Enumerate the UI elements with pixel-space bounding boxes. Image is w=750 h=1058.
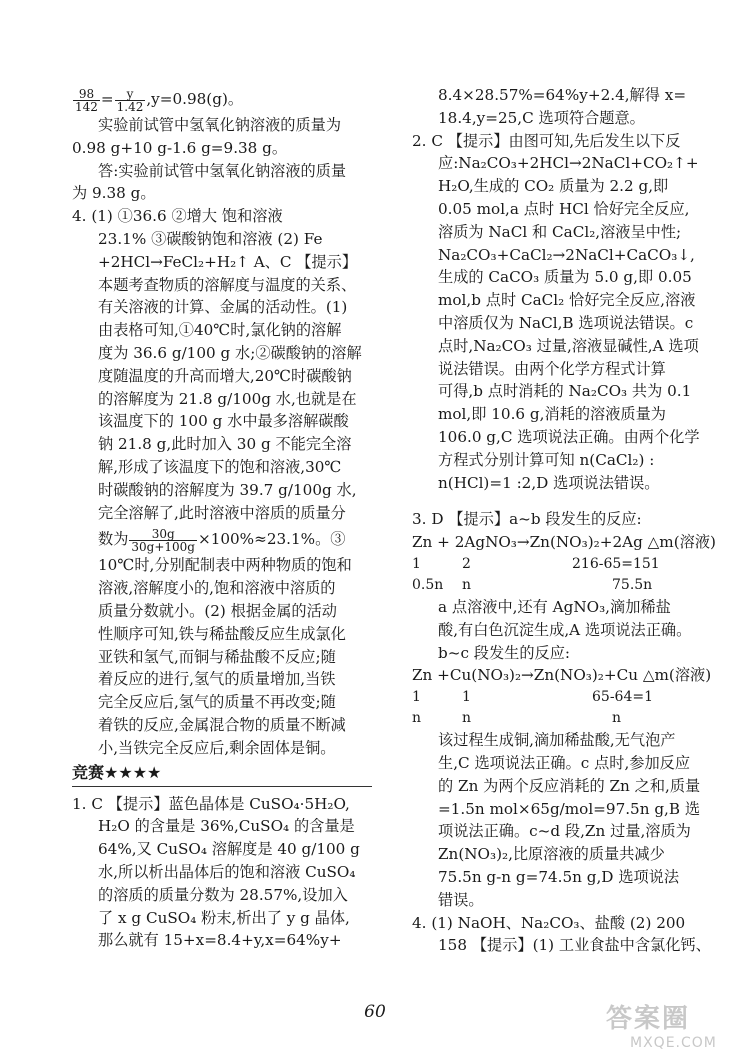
answer-4 <box>72 205 372 759</box>
fraction-denominator: 142 <box>75 99 98 114</box>
equation-coefficients <box>412 554 682 575</box>
text-line: mol,即 10.6 g,消耗的溶液质量为 <box>438 405 666 424</box>
text-line: 0.05 mol,a 点时 HCl 恰好完全反应, <box>438 199 690 218</box>
amount: n <box>612 710 622 727</box>
text-line: 3. D 【提示】a~b 段发生的反应: <box>412 510 642 529</box>
text-line: H₂O 的含量是 36%,CuSO₄ 的含量是 <box>98 817 355 836</box>
text-line: 亚铁和氢气,而铜与稀盐酸不反应;随 <box>98 647 336 666</box>
text-line: +2HCl→FeCl₂+H₂↑ A、C 【提示】 <box>98 252 358 271</box>
equation-line: Zn +Cu(NO₃)₂→Zn(NO₃)₂+Cu △m(溶液) <box>412 666 712 685</box>
text-line: 本题考查物质的溶解度与温度的关系、 <box>98 275 357 294</box>
text-line: 溶液,溶解度小的,饱和溶液中溶质的 <box>98 579 336 598</box>
text-line: 水,所以析出晶体后的饱和溶液 CuSO₄ <box>98 862 356 881</box>
text-line: 18.4,y=25,C 选项符合题意。 <box>438 108 645 127</box>
coefficient: 1 <box>412 689 421 706</box>
fraction-denominator: 30g+100g <box>131 539 195 554</box>
text-line: 错误。 <box>438 890 484 909</box>
text-line: b~c 段发生的反应: <box>438 643 571 662</box>
text-line: 的 Zn 为两个反应消耗的 Zn 之和,质量 <box>438 776 701 795</box>
coefficient: 1 <box>412 555 421 572</box>
text-line: =1.5n mol×65g/mol=97.5n g,B 选 <box>438 799 701 818</box>
fraction-numerator: y <box>115 88 146 101</box>
amount: n <box>412 710 422 727</box>
text-line: 23.1% ③碳酸钠饱和溶液 (2) Fe <box>98 229 323 248</box>
text-line: 生,C 选项说法正确。c 点时,参加反应 <box>438 753 691 772</box>
page-number: 60 <box>364 1002 386 1022</box>
equation-amounts <box>412 575 682 596</box>
text-line: 该过程生成铜,滴加稀盐酸,无气泡产 <box>438 731 676 750</box>
text-line: 8.4×28.57%=64%y+2.4,解得 x= <box>438 86 687 104</box>
text-line: 应:Na₂CO₃+2HCl→2NaCl+CO₂↑+ <box>438 154 699 173</box>
fraction <box>129 528 197 553</box>
text-line: 158 【提示】(1) 工业食盐中含氯化钙、 <box>438 936 711 955</box>
section-heading: 竞赛★★★★ <box>72 760 372 787</box>
coefficient: 216-65=151 <box>572 555 660 572</box>
text-line: 的溶质的质量分数为 28.57%,设加入 <box>98 885 348 904</box>
coefficient: 2 <box>462 555 471 572</box>
text-line: 为 9.38 g。 <box>72 184 156 203</box>
text-line: H₂O,生成的 CO₂ 质量为 2.2 g,即 <box>438 177 669 196</box>
text-line: 完全溶解了,此时溶液中溶质的质量分 <box>98 503 346 522</box>
text-line: 10℃时,分别配制表中两种物质的饱和 <box>98 556 352 575</box>
equation-coefficients <box>412 687 682 708</box>
text-line: 酸,有白色沉淀生成,A 选项说法正确。 <box>438 620 692 639</box>
text-line: 64%,又 CuSO₄ 溶解度是 40 g/100 g <box>98 840 360 859</box>
text-line: 质量分数就小。(2) 根据金属的活动 <box>98 601 337 620</box>
equation-line: Zn + 2AgNO₃→Zn(NO₃)₂+2Ag △m(溶液) <box>412 533 716 552</box>
amount: n <box>462 576 472 593</box>
amount: 75.5n <box>612 576 653 593</box>
text-line: 着铁的反应,金属混合物的质量不断减 <box>98 715 346 734</box>
text-run: 数为 <box>98 530 129 549</box>
text-line: mol,b 点时 CaCl₂ 恰好完全反应,溶液 <box>438 291 696 310</box>
text-line: 完全反应后,氢气的质量不再改变;随 <box>98 693 336 712</box>
text-line: 解,形成了该温度下的饱和溶液,30℃ <box>98 457 342 476</box>
text-line: n(HCl)=1 :2,D 选项说法错误。 <box>438 473 660 492</box>
text-line: 由表格可知,①40℃时,氯化钠的溶解 <box>98 321 342 340</box>
text-line: 度随温度的升高而增大,20℃时碳酸钠 <box>98 366 352 385</box>
text-run: ,y=0.98(g)。 <box>146 90 244 108</box>
watermark-text: 答案圈 <box>606 1004 691 1034</box>
text-line: 有关溶液的计算、金属的活动性。(1) <box>98 298 348 317</box>
text-line: Na₂CO₃+CaCl₂→2NaCl+CaCO₃↓, <box>438 245 695 264</box>
fraction-numerator: 30g <box>129 528 197 541</box>
fraction-numerator: 98 <box>73 88 100 101</box>
text-line: 答:实验前试管中氢氧化钠溶液的质量 <box>98 161 347 180</box>
watermark-url: MXQE.COM <box>630 1035 717 1051</box>
text-line: 106.0 g,C 选项说法正确。由两个化学 <box>438 427 700 446</box>
fraction-line: $\frac{98}{142}$ = $\frac{y}{1.42}$ ,y=0.98(g)。 <box>75 86 244 114</box>
text-line: 度为 36.6 g/100 g 水;②碳酸钠的溶解 <box>98 343 362 362</box>
coefficient: 65-64=1 <box>592 689 653 706</box>
text-line: 钠 21.8 g,此时加入 30 g 不能完全溶 <box>98 435 352 454</box>
text-line: 说法错误。由两个化学方程式计算 <box>438 359 666 378</box>
text-line: 4. (1) ①36.6 ②增大 饱和溶液 <box>72 207 283 226</box>
text-line: 的溶解度为 21.8 g/100g 水,也就是在 <box>98 389 357 408</box>
text-line: 中溶质仅为 NaCl,B 选项说法错误。c <box>438 313 694 332</box>
text-line: 2. C 【提示】由图可知,先后发生以下反 <box>412 131 681 150</box>
fraction <box>73 88 100 113</box>
text-line: 了 x g CuSO₄ 粉末,析出了 y g 晶体, <box>98 908 350 927</box>
fraction-denominator: 1.42 <box>116 99 144 114</box>
answer-4-right <box>412 912 711 958</box>
text-line: 溶质为 NaCl 和 CaCl₂,溶液呈中性; <box>438 222 682 241</box>
fraction-line <box>72 524 372 554</box>
text-line: 方程式分别计算可知 n(CaCl₂) : <box>438 450 655 469</box>
text-line: 实验前试管中氢氧化钠溶液的质量为 <box>98 116 341 134</box>
equation-amounts <box>412 708 682 729</box>
text-line: 性顺序可知,铁与稀盐酸反应生成氯化 <box>98 624 346 643</box>
text-line: 1. C 【提示】蓝色晶体是 CuSO₄·5H₂O, <box>72 794 350 813</box>
text-line: 4. (1) NaOH、Na₂CO₃、盐酸 (2) 200 <box>412 913 686 932</box>
text-line: a 点溶液中,还有 AgNO₃,滴加稀盐 <box>438 597 671 616</box>
text-line: 项说法正确。c~d 段,Zn 过量,溶质为 <box>438 822 691 841</box>
text-line: 该温度下的 100 g 水中最多溶解碳酸 <box>98 412 349 431</box>
right-column <box>412 84 716 957</box>
amount: 0.5n <box>412 576 444 593</box>
text-line: 着反应的进行,氢气的质量增加,当铁 <box>98 670 336 689</box>
spacer <box>412 494 682 508</box>
text-line: 点时,Na₂CO₃ 过量,溶液显碱性,A 选项 <box>438 336 699 355</box>
watermark-logo <box>606 998 746 1054</box>
left-column <box>72 84 372 952</box>
text-line: Zn(NO₃)₂,比原溶液的质量共减少 <box>438 845 665 864</box>
text-line: 生成的 CaCO₃ 质量为 5.0 g,即 0.05 <box>438 268 692 287</box>
text-line: 小,当铁完全反应后,剩余固体是铜。 <box>98 738 336 757</box>
text-line: 那么就有 15+x=8.4+y,x=64%y+ <box>98 931 342 950</box>
coefficient: 1 <box>462 689 471 706</box>
text-line: 可得,b 点时消耗的 Na₂CO₃ 共为 0.1 <box>438 382 692 401</box>
fraction <box>115 88 146 113</box>
text-run: ×100%≈23.1%。③ <box>197 530 346 549</box>
amount: n <box>462 710 472 727</box>
text-line: 0.98 g+10 g-1.6 g=9.38 g。 <box>72 138 288 157</box>
text-line: 时碳酸钠的溶解度为 39.7 g/100g 水, <box>98 480 357 499</box>
text-line: 75.5n g-n g=74.5n g,D 选项说法 <box>438 867 680 886</box>
contest-answer-1 <box>72 793 372 953</box>
answer-2 <box>412 130 700 495</box>
answer-3 <box>412 508 716 911</box>
